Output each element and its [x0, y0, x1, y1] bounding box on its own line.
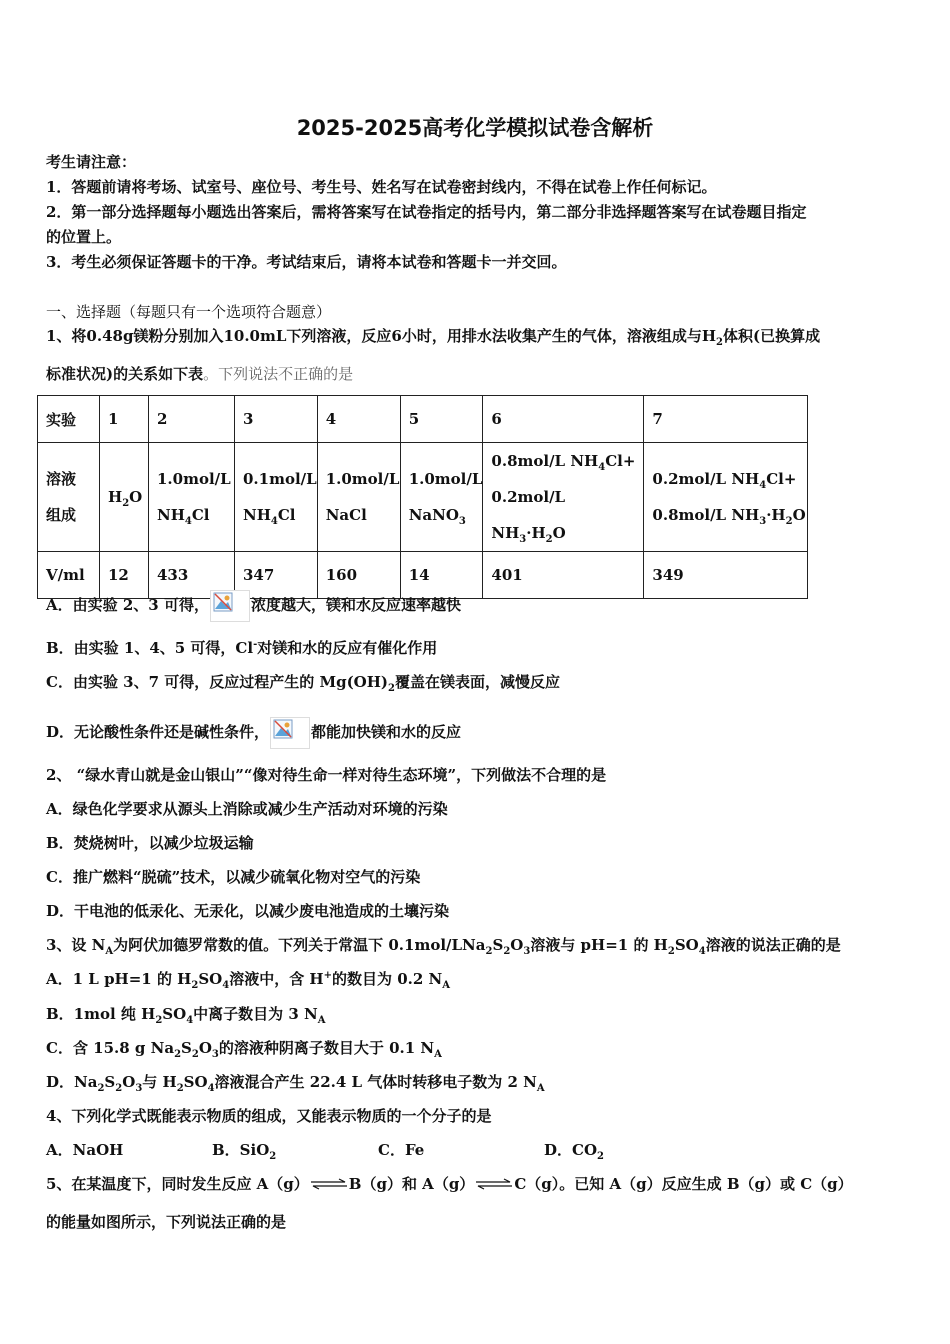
- table-cell: 12: [100, 552, 149, 599]
- table-header: 2: [149, 396, 235, 443]
- q2-option-a: A．绿色化学要求从源头上消除或减少生产活动对环境的污染: [46, 800, 448, 818]
- q2-stem: 2、 “绿水青山就是金山银山”“像对待生命一样对待生态环境”，下列做法不合理的是: [46, 766, 607, 784]
- table-header: 6: [483, 396, 644, 443]
- table-header: 3: [235, 396, 318, 443]
- table-row: [38, 443, 808, 552]
- q1-option-b: B．由实验 1、4、5 可得，Cl-对镁和水的反应有催化作用: [46, 639, 438, 657]
- q2-option-c: C．推广燃料“脱硫”技术，以减少硫氧化物对空气的污染: [46, 868, 421, 886]
- q4-stem: 4、下列化学式既能表示物质的组成，又能表示物质的一个分子的是: [46, 1107, 492, 1125]
- table-cell: 溶液 组成: [38, 443, 100, 552]
- section-heading: 一、选择题（每题只有一个选项符合题意）: [46, 303, 332, 321]
- table-header: 5: [400, 396, 483, 443]
- q1-option-a: A．由实验 2、3 可得， 浓度越大，镁和水反应速率越快: [46, 590, 461, 622]
- table-cell: 0.8mol/L $NH_4Cl+$ 0.2mol/L $NH_3\cdot H_2O$: [483, 443, 644, 552]
- q3-option-a: A．1 L pH=1 的 $H_2SO_4$溶液中，含 H+的数目为 0.2 $N_A$: [46, 970, 451, 991]
- notice-item-2: 2．第一部分选择题每小题选出答案后，需将答案写在试卷指定的括号内，第二部分非选择题答案写在试卷题目指定: [46, 203, 807, 221]
- q2-option-b: B．焚烧树叶，以减少垃圾运输: [46, 834, 254, 852]
- table-cell: 1.0mol/L $NH_4Cl$: [149, 443, 235, 552]
- table-cell: 1.0mol/L NaCl: [317, 443, 400, 552]
- table-cell: 349: [644, 552, 808, 599]
- page-title: 2025-2025高考化学模拟试卷含解析: [296, 116, 654, 140]
- q3-option-c: C．含 15.8 g $Na_2S_2O_3$的溶液种阴离子数目大于 0.1 $N_A$: [46, 1039, 442, 1060]
- q1-stem-line2: 标准状况)的关系如下表。下列说法不正确的是: [46, 365, 354, 383]
- table-cell: 1.0mol/L NaNO$_3$: [400, 443, 483, 552]
- q1-option-d: D．无论酸性条件还是碱性条件， 都能加快镁和水的反应: [46, 717, 461, 749]
- table-cell: 347: [235, 552, 318, 599]
- notice-heading: 考生请注意：: [46, 153, 137, 171]
- q4-option-c: C．Fe: [378, 1141, 425, 1159]
- equilibrium-arrow-icon: [474, 1175, 514, 1195]
- table-cell: 160: [317, 552, 400, 599]
- equilibrium-arrow-icon: [309, 1175, 349, 1195]
- q1-stem-line1: 1、将0.48g镁粉分别加入10.0mL下列溶液，反应6小时，用排水法收集产生的气体，溶液组成与$H_2$体积(已换算成: [46, 327, 821, 348]
- table-cell: V/ml: [38, 552, 100, 599]
- q4-option-a: A．NaOH: [46, 1141, 124, 1159]
- table-cell: 14: [400, 552, 483, 599]
- notice-item-1: 1．答题前请将考场、试室号、座位号、考生号、姓名写在试卷密封线内，不得在试卷上作任何标记。: [46, 178, 717, 196]
- q3-option-b: B．1mol 纯 $H_2SO_4$中离子数目为 3 $N_A$: [46, 1005, 326, 1026]
- notice-item-2-cont: 的位置上。: [46, 228, 122, 246]
- table-row: [38, 396, 808, 443]
- q5-stem-line1: 5、在某温度下，同时发生反应 A（g） B（g）和 A（g） C（g）。已知 A（g）反应生成 B（g）或 C（g）: [46, 1175, 853, 1193]
- q2-option-d: D．干电池的低汞化、无汞化，以减少废电池造成的土壤污染: [46, 902, 450, 920]
- broken-image-icon: [210, 590, 250, 622]
- table-cell: 0.1mol/L $NH_4Cl$: [235, 443, 318, 552]
- q3-option-d: D．$Na_2S_2O_3$与 $H_2SO_4$溶液混合产生 22.4 L 气体时转移电子数为 2 $N_A$: [46, 1073, 545, 1094]
- notice-item-3: 3．考生必须保证答题卡的干净。考试结束后，请将本试卷和答题卡一并交回。: [46, 253, 567, 271]
- table-header: 1: [100, 396, 149, 443]
- experiment-table: [37, 395, 808, 599]
- q4-option-d: D．$CO_2$: [544, 1141, 604, 1162]
- table-header: 7: [644, 396, 808, 443]
- table-header: 4: [317, 396, 400, 443]
- table-cell: 401: [483, 552, 644, 599]
- table-cell: 0.2mol/L $NH_4Cl+$ 0.8mol/L $NH_3\cdot H_2O$: [644, 443, 808, 552]
- q4-option-b: B．SiO$_2$: [212, 1141, 277, 1162]
- q4-options: [46, 1140, 710, 1160]
- q1-option-c: C．由实验 3、7 可得，反应过程产生的 $Mg(OH)_2$覆盖在镁表面，减慢反应: [46, 673, 560, 694]
- table-cell: 433: [149, 552, 235, 599]
- q3-stem: 3、设 $N_A$为阿伏加德罗常数的值。下列关于常温下 $0.1mol/LNa_2S_2O_3$溶液与 pH=1 的 $H_2SO_4$溶液的说法正确的是: [46, 936, 841, 957]
- table-header: 实验: [38, 396, 100, 443]
- q5-stem-line2: 的能量如图所示，下列说法正确的是: [46, 1213, 287, 1231]
- table-cell: $H_2O$: [100, 443, 149, 552]
- broken-image-icon: [270, 717, 310, 749]
